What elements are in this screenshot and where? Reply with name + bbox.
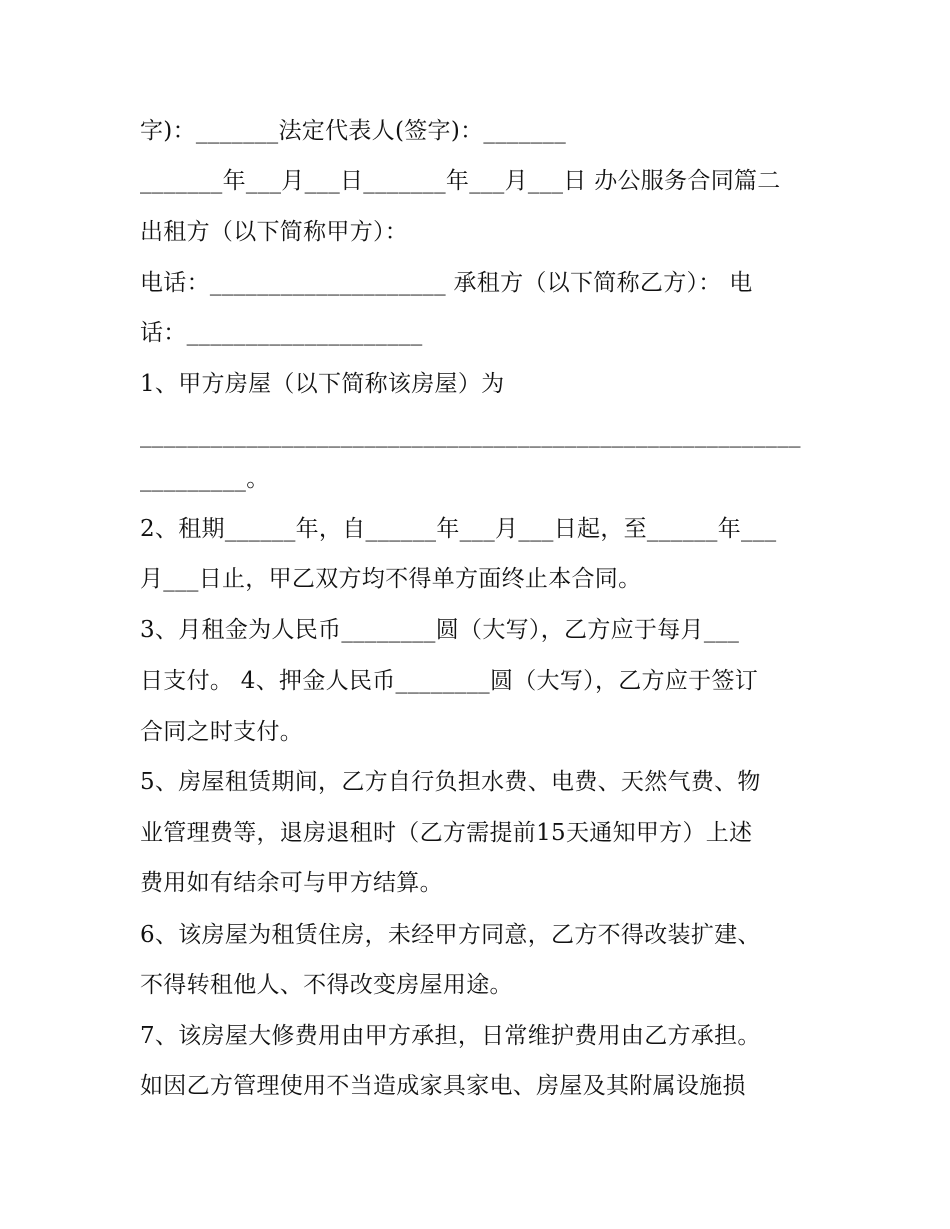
text-line: 月___日止，甲乙双方均不得单方面终止本合同。	[140, 566, 642, 592]
text-line: 7、该房屋大修费用由甲方承担，日常维护费用由乙方承担。	[140, 1023, 761, 1049]
text-line: 字)：_______法定代表人(签字)：_______	[140, 118, 567, 144]
text-line: 不得转租他人、不得改变房屋用途。	[140, 972, 513, 998]
text-line: 出租方（以下简称甲方）：	[140, 219, 409, 245]
text-line: 2、租期______年，自______年___月___日起，至______年___	[140, 516, 777, 542]
text-line: 费用如有结余可与甲方结算。	[140, 870, 443, 896]
text-line: 电话：____________________ 承租方（以下简称乙方）： 电	[140, 270, 753, 296]
text-line: 5、房屋租赁期间，乙方自行负担水费、电费、天然气费、物	[140, 769, 761, 795]
text-line: 话：____________________	[140, 320, 423, 346]
text-line: 3、月租金为人民币________圆（大写），乙方应于每月___	[140, 617, 740, 643]
text-line: _________。	[140, 466, 270, 492]
text-line: 业管理费等，退房退租时（乙方需提前15天通知甲方）上述	[140, 820, 753, 846]
text-line: 日支付。 4、押金人民币________圆（大写），乙方应于签订	[140, 668, 759, 694]
text-line: 6、该房屋为租赁住房，未经甲方同意，乙方不得改装扩建、	[140, 922, 761, 948]
text-line: 合同之时支付。	[140, 719, 304, 745]
text-line: 1、甲方房屋（以下简称该房屋）为	[140, 371, 505, 397]
text-line: _______年___月___日_______年___月___日 办公服务合同篇二	[140, 168, 781, 194]
text-line: 如因乙方管理使用不当造成家具家电、房屋及其附属设施损	[140, 1073, 746, 1099]
text-line: ________________________________________________________	[140, 422, 801, 448]
